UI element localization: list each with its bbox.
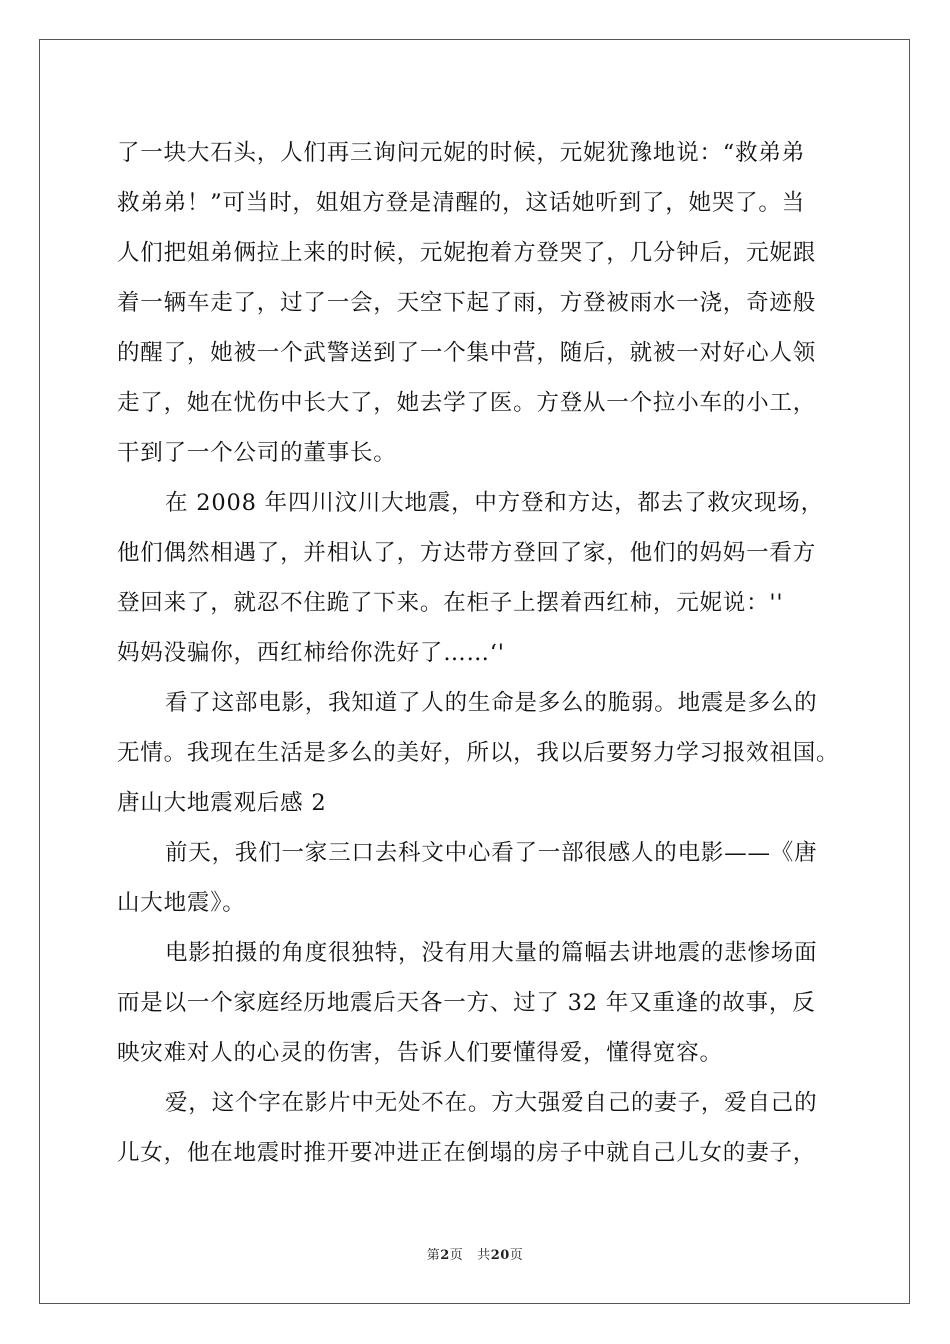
footer-total-prefix: 共	[477, 1248, 491, 1263]
text-line: 干到了一个公司的董事长。	[117, 440, 397, 466]
text-line: 电影拍摄的角度很独特，没有用大量的篇幅去讲地震的悲惨场面	[165, 940, 818, 966]
text-line: 前天，我们一家三口去科文中心看了一部很感人的电影——《唐	[165, 840, 818, 866]
footer-page-suffix: 页	[449, 1248, 464, 1263]
text-line: 而是以一个家庭经历地震后天各一方、过了 32 年又重逢的故事，反	[117, 990, 816, 1016]
text-line: 着一辆车走了，过了一会，天空下起了雨，方登被雨水一浇，奇迹般	[117, 290, 817, 316]
footer-page-prefix: 第	[426, 1248, 441, 1263]
text-line: 登回来了，就忍不住跪了下来。在柜子上摆着西红柿，元妮说：''	[117, 590, 784, 616]
footer-total-suffix: 页	[509, 1248, 524, 1263]
text-line: 儿女，他在地震时推开要冲进正在倒塌的房子中就自己儿女的妻子，	[117, 1140, 817, 1166]
document-body	[117, 128, 847, 1178]
text-line: 映灾难对人的心灵的伤害，告诉人们要懂得爱，懂得宽容。	[117, 1040, 723, 1066]
text-line: 了一块大石头，人们再三询问元妮的时候，元妮犹豫地说：“救弟弟	[117, 140, 806, 166]
footer-page-current: 2	[440, 1248, 450, 1263]
text-line: 看了这部电影，我知道了人的生命是多么的脆弱。地震是多么的	[165, 690, 818, 716]
text-line: 的醒了，她被一个武警送到了一个集中营，随后，就被一对好心人领	[117, 340, 817, 366]
text-line: 人们把姐弟俩拉上来的时候，元妮抱着方登哭了，几分钟后，元妮跟	[117, 240, 817, 266]
text-line: 唐山大地震观后感 2	[117, 790, 327, 816]
text-line: 无情。我现在生活是多么的美好，所以，我以后要努力学习报效祖国。	[117, 740, 840, 766]
text-line: 他们偶然相遇了，并相认了，方达带方登回了家，他们的妈妈一看方	[117, 540, 817, 566]
footer-page-total: 20	[490, 1248, 510, 1263]
text-line: 走了，她在忧伤中长大了，她去学了医。方登从一个拉小车的小工，	[117, 390, 817, 416]
page-footer	[0, 1244, 950, 1263]
text-line: 妈妈没骗你，西红柿给你洗好了……‘'	[117, 640, 505, 666]
text-line: 救弟弟！”可当时，姐姐方登是清醒的，这话她听到了，她哭了。当	[117, 190, 806, 216]
text-line: 山大地震》。	[117, 890, 246, 916]
text-line: 在 2008 年四川汶川大地震，中方登和方达，都去了救灾现场，	[165, 490, 824, 516]
text-line: 爱，这个字在影片中无处不在。方大强爱自己的妻子，爱自己的	[165, 1090, 818, 1116]
